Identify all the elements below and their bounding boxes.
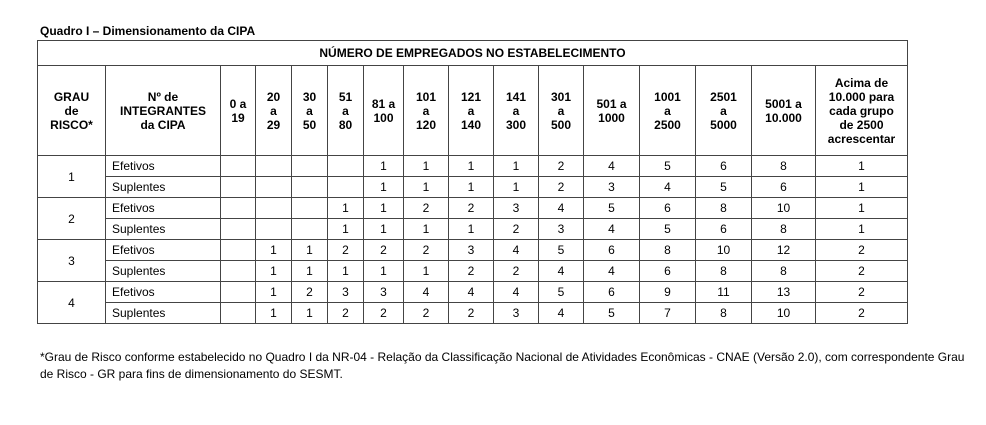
member-count-cell: 3 [494, 198, 539, 219]
member-count-cell: 1 [256, 240, 292, 261]
member-count-cell [292, 177, 328, 198]
table-row [38, 177, 908, 198]
member-count-cell: 1 [292, 303, 328, 324]
member-count-cell: 6 [696, 156, 752, 177]
member-count-cell: 6 [696, 219, 752, 240]
member-count-cell: 4 [640, 177, 696, 198]
member-count-cell: 2 [816, 261, 908, 282]
header-above-10000: Acima de 10.000 para cada grupo de 2500 acrescentar [816, 66, 908, 156]
member-count-cell: 5 [640, 156, 696, 177]
table-row [38, 240, 908, 261]
header-range-30-50: 30 a 50 [292, 66, 328, 156]
member-count-cell: 2 [449, 261, 494, 282]
member-count-cell [292, 219, 328, 240]
footnote: *Grau de Risco conforme estabelecido no Quadro I da NR-04 - Relação da Classificação Nacional de Atividades Econômicas - CNAE (Versão 2.0), com correspondente Grau de Risco - GR para fins de dimensionamento do SESMT. [40, 350, 965, 381]
member-count-cell: 1 [816, 219, 908, 240]
grau-risco-cell: 1 [38, 156, 106, 198]
member-count-cell: 1 [364, 177, 404, 198]
member-count-cell: 5 [539, 240, 584, 261]
member-count-cell: 5 [584, 303, 640, 324]
header-range-51-80: 51 a 80 [328, 66, 364, 156]
member-count-cell [221, 240, 256, 261]
member-count-cell: 3 [364, 282, 404, 303]
member-count-cell: 1 [364, 156, 404, 177]
member-count-cell: 10 [752, 198, 816, 219]
header-range-2501-5000: 2501 a 5000 [696, 66, 752, 156]
member-count-cell: 1 [816, 156, 908, 177]
member-count-cell: 8 [696, 198, 752, 219]
member-count-cell [221, 219, 256, 240]
member-count-cell: 5 [640, 219, 696, 240]
member-count-cell: 9 [640, 282, 696, 303]
employees-count-header: NÚMERO DE EMPREGADOS NO ESTABELECIMENTO [38, 41, 908, 66]
member-count-cell: 3 [449, 240, 494, 261]
member-count-cell: 2 [328, 240, 364, 261]
table-row [38, 198, 908, 219]
header-range-0-19: 0 a 19 [221, 66, 256, 156]
member-count-cell: 6 [752, 177, 816, 198]
member-count-cell: 1 [449, 177, 494, 198]
member-count-cell: 2 [404, 240, 449, 261]
member-count-cell: 2 [404, 303, 449, 324]
table-row [38, 261, 908, 282]
member-count-cell: 1 [364, 261, 404, 282]
member-count-cell: 11 [696, 282, 752, 303]
member-type-cell: Efetivos [106, 156, 221, 177]
member-type-cell: Efetivos [106, 240, 221, 261]
member-count-cell: 2 [328, 303, 364, 324]
member-count-cell [221, 156, 256, 177]
member-count-cell [221, 303, 256, 324]
member-count-cell: 2 [449, 303, 494, 324]
header-integrantes: Nº de INTEGRANTES da CIPA [106, 66, 221, 156]
table-row [38, 156, 908, 177]
member-count-cell: 2 [494, 261, 539, 282]
member-count-cell: 2 [449, 198, 494, 219]
member-count-cell: 1 [494, 156, 539, 177]
member-count-cell: 2 [494, 219, 539, 240]
member-count-cell: 2 [364, 303, 404, 324]
member-count-cell: 1 [816, 177, 908, 198]
header-range-501-1000: 501 a 1000 [584, 66, 640, 156]
grau-risco-cell: 2 [38, 198, 106, 240]
header-range-101-120: 101 a 120 [404, 66, 449, 156]
member-count-cell: 1 [364, 198, 404, 219]
member-count-cell: 5 [696, 177, 752, 198]
member-type-cell: Suplentes [106, 261, 221, 282]
header-range-301-500: 301 a 500 [539, 66, 584, 156]
member-count-cell [292, 156, 328, 177]
member-count-cell: 4 [494, 240, 539, 261]
member-count-cell: 3 [539, 219, 584, 240]
member-count-cell: 1 [256, 261, 292, 282]
member-count-cell: 6 [584, 240, 640, 261]
header-range-81-100: 81 a 100 [364, 66, 404, 156]
table-title: Quadro I – Dimensionamento da CIPA [40, 24, 256, 38]
member-count-cell: 3 [494, 303, 539, 324]
member-count-cell: 4 [404, 282, 449, 303]
member-count-cell: 5 [539, 282, 584, 303]
header-range-1001-2500: 1001 a 2500 [640, 66, 696, 156]
member-count-cell: 6 [640, 261, 696, 282]
member-count-cell: 1 [256, 282, 292, 303]
header-range-121-140: 121 a 140 [449, 66, 494, 156]
member-count-cell [221, 261, 256, 282]
header-range-5001-10000: 5001 a 10.000 [752, 66, 816, 156]
member-count-cell: 4 [449, 282, 494, 303]
member-count-cell: 4 [539, 261, 584, 282]
member-count-cell: 1 [494, 177, 539, 198]
member-count-cell: 6 [640, 198, 696, 219]
member-count-cell [328, 156, 364, 177]
member-count-cell: 1 [292, 261, 328, 282]
header-range-141-300: 141 a 300 [494, 66, 539, 156]
member-count-cell: 12 [752, 240, 816, 261]
member-count-cell: 1 [256, 303, 292, 324]
member-count-cell: 1 [404, 219, 449, 240]
member-count-cell: 4 [584, 261, 640, 282]
member-count-cell: 8 [752, 219, 816, 240]
member-count-cell: 1 [364, 219, 404, 240]
cipa-sizing-table [37, 40, 908, 324]
member-count-cell [328, 177, 364, 198]
member-count-cell: 1 [328, 219, 364, 240]
grau-risco-cell: 4 [38, 282, 106, 324]
member-count-cell: 2 [292, 282, 328, 303]
member-count-cell: 3 [328, 282, 364, 303]
member-count-cell: 1 [404, 261, 449, 282]
member-count-cell: 5 [584, 198, 640, 219]
member-count-cell: 8 [752, 261, 816, 282]
member-count-cell [256, 177, 292, 198]
member-count-cell: 2 [816, 282, 908, 303]
table-row [38, 303, 908, 324]
member-count-cell: 4 [494, 282, 539, 303]
member-count-cell [256, 198, 292, 219]
member-count-cell: 3 [584, 177, 640, 198]
member-count-cell: 1 [328, 261, 364, 282]
member-count-cell: 1 [404, 177, 449, 198]
member-count-cell: 2 [404, 198, 449, 219]
member-count-cell: 10 [752, 303, 816, 324]
member-type-cell: Suplentes [106, 177, 221, 198]
member-type-cell: Suplentes [106, 219, 221, 240]
member-count-cell [256, 219, 292, 240]
member-count-cell: 4 [584, 156, 640, 177]
member-count-cell: 2 [816, 303, 908, 324]
member-count-cell: 2 [539, 156, 584, 177]
member-count-cell: 8 [752, 156, 816, 177]
member-count-cell: 13 [752, 282, 816, 303]
member-count-cell: 1 [449, 156, 494, 177]
member-count-cell: 6 [584, 282, 640, 303]
header-grau-risco: GRAU de RISCO* [38, 66, 106, 156]
member-count-cell: 8 [696, 303, 752, 324]
grau-risco-cell: 3 [38, 240, 106, 282]
member-count-cell: 10 [696, 240, 752, 261]
member-count-cell [221, 198, 256, 219]
member-count-cell: 2 [816, 240, 908, 261]
member-type-cell: Efetivos [106, 198, 221, 219]
member-count-cell: 1 [816, 198, 908, 219]
member-count-cell: 4 [539, 198, 584, 219]
table-row [38, 282, 908, 303]
member-count-cell [292, 198, 328, 219]
member-count-cell: 1 [449, 219, 494, 240]
member-type-cell: Suplentes [106, 303, 221, 324]
member-count-cell [256, 156, 292, 177]
member-count-cell [221, 177, 256, 198]
member-count-cell: 1 [404, 156, 449, 177]
member-count-cell: 1 [292, 240, 328, 261]
member-count-cell: 1 [328, 198, 364, 219]
member-type-cell: Efetivos [106, 282, 221, 303]
member-count-cell: 4 [584, 219, 640, 240]
member-count-cell: 7 [640, 303, 696, 324]
member-count-cell [221, 282, 256, 303]
header-range-20-29: 20 a 29 [256, 66, 292, 156]
table-row [38, 219, 908, 240]
member-count-cell: 2 [364, 240, 404, 261]
member-count-cell: 8 [640, 240, 696, 261]
member-count-cell: 4 [539, 303, 584, 324]
member-count-cell: 2 [539, 177, 584, 198]
member-count-cell: 8 [696, 261, 752, 282]
